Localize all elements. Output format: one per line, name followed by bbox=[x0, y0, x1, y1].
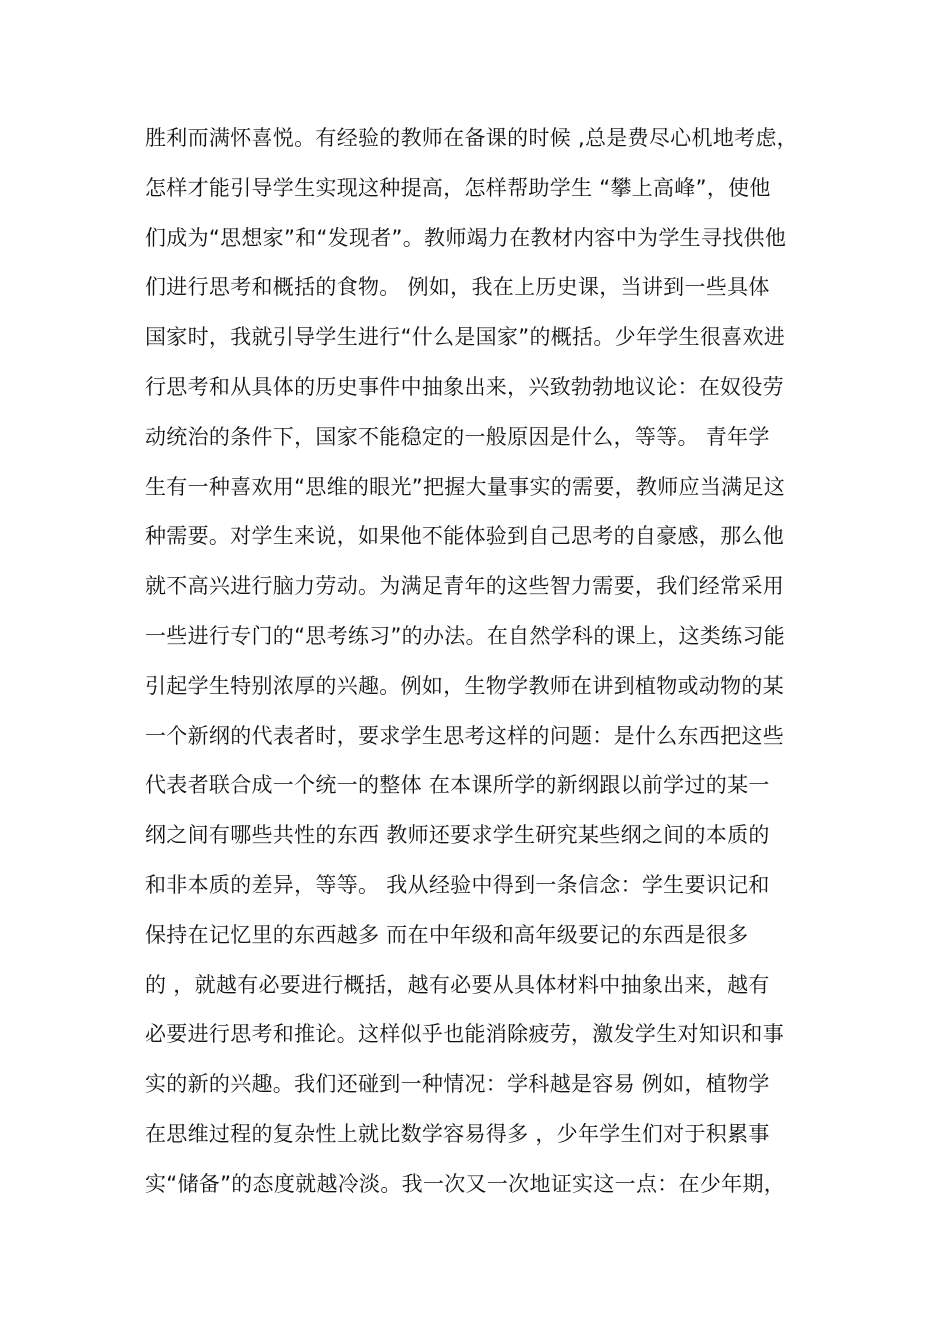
text-line: 和非本质的差异，等等。 我从经验中得到一条信念：学生要识记和 bbox=[145, 872, 770, 897]
text-line: 种需要。对学生来说，如果他不能体验到自己思考的自豪感，那么他 bbox=[145, 524, 784, 549]
text-line: 引起学生特别浓厚的兴趣。例如，生物学教师在讲到植物或动物的某 bbox=[145, 673, 784, 698]
text-line: 一个新纲的代表者时，要求学生思考这样的问题：是什么东西把这些 bbox=[145, 723, 784, 748]
text-line: 必要进行思考和推论。这样似乎也能消除疲劳，激发学生对知识和事 bbox=[145, 1022, 784, 1047]
body-paragraph bbox=[145, 114, 825, 1210]
text-line: 的 ，就越有必要进行概括，越有必要从具体材料中抽象出来，越有 bbox=[145, 972, 770, 997]
text-line: 们进行思考和概括的食物。 例如，我在上历史课，当讲到一些具体 bbox=[145, 275, 770, 300]
text-line: 实“储备”的态度就越冷淡。我一次又一次地证实这一点：在少年期， bbox=[145, 1171, 786, 1196]
text-line: 怎样才能引导学生实现这种提高，怎样帮助学生 “攀上高峰”，使他 bbox=[145, 175, 771, 200]
text-line: 保持在记忆里的东西越多 而在中年级和高年级要记的东西是很多 bbox=[145, 922, 749, 947]
text-line: 生有一种喜欢用“思维的眼光”把握大量事实的需要，教师应当满足这 bbox=[145, 474, 786, 499]
text-line: 实的新的兴趣。我们还碰到一种情况：学科越是容易 例如，植物学 bbox=[145, 1072, 770, 1097]
text-line: 代表者联合成一个统一的整体 在本课所学的新纲跟以前学过的某一 bbox=[145, 773, 770, 798]
text-line: 们成为“思想家”和“发现者”。教师竭力在教材内容中为学生寻找供他 bbox=[145, 225, 787, 250]
text-line: 在思维过程的复杂性上就比数学容易得多 ，少年学生们对于积累事 bbox=[145, 1121, 770, 1146]
text-line: 国家时，我就引导学生进行“什么是国家”的概括。少年学生很喜欢进 bbox=[145, 325, 786, 350]
text-line: 纲之间有哪些共性的东西 教师还要求学生研究某些纲之间的本质的 bbox=[145, 823, 770, 848]
text-line: 一些进行专门的“思考练习”的办法。在自然学科的课上，这类练习能 bbox=[145, 623, 786, 648]
text-line: 行思考和从具体的历史事件中抽象出来，兴致勃勃地议论：在奴役劳 bbox=[145, 374, 784, 399]
text-line: 胜利而满怀喜悦。有经验的教师在备课的时候 ,总是费尽心机地考虑， bbox=[145, 126, 798, 150]
text-line: 就不高兴进行脑力劳动。为满足青年的这些智力需要，我们经常采用 bbox=[145, 574, 784, 599]
text-line: 动统治的条件下，国家不能稳定的一般原因是什么，等等。 青年学 bbox=[145, 424, 770, 449]
